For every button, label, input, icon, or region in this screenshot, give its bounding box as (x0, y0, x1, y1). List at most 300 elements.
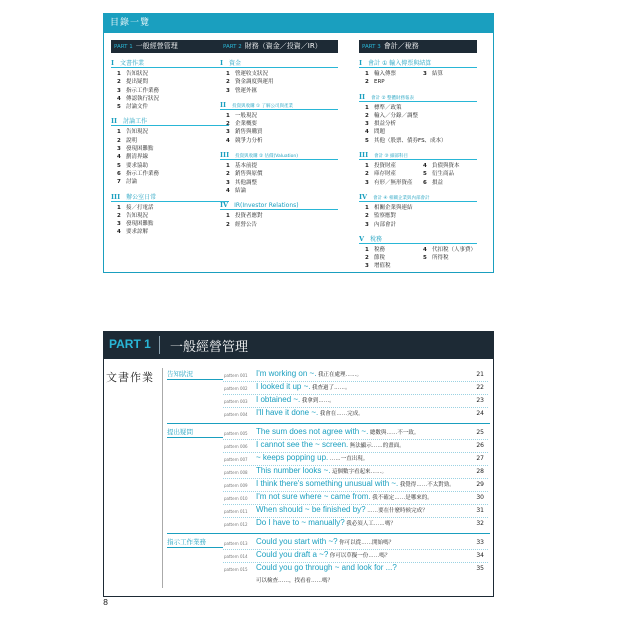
toc-item[interactable] (117, 78, 229, 86)
toc-item-label: 庫存財產 (374, 171, 397, 178)
toc-item-number: 2 (226, 121, 230, 128)
toc-item[interactable] (423, 170, 481, 178)
toc-section-roman: II (220, 100, 227, 109)
toc-item-label: 銷售與原價 (235, 171, 263, 178)
pattern-row[interactable] (223, 453, 488, 466)
pattern-id: pattern 005 (224, 431, 248, 436)
toc-item[interactable] (117, 153, 229, 161)
toc-item-label: 投資者應對 (235, 213, 263, 220)
toc-section-title: 資金 (229, 60, 242, 67)
toc-section-title: 會計 ② 整體財務報表 (371, 95, 414, 101)
pattern-english-text: I'm working on ~. (256, 369, 317, 378)
pattern-row[interactable] (223, 427, 488, 440)
toc-item-number: 1 (365, 204, 369, 211)
pattern-row[interactable] (223, 479, 488, 492)
pattern-id: pattern 009 (224, 483, 248, 488)
pattern-row[interactable] (223, 466, 488, 479)
divider (162, 368, 163, 588)
toc-item-number: 3 (117, 146, 121, 153)
pattern-chinese: ……要在什麼時候完成？ (365, 508, 428, 514)
toc-item[interactable] (226, 179, 338, 187)
pattern-id: pattern 013 (224, 541, 248, 546)
toc-section-heading[interactable] (111, 116, 229, 126)
toc-item-label: 代扣稅（人事費） (432, 246, 477, 253)
toc-item[interactable] (226, 162, 338, 170)
pattern-page: 25 (476, 429, 484, 436)
toc-item-label: 企業概要 (235, 121, 258, 128)
toc-item-label: 銷售與購買 (235, 129, 263, 136)
toc-item[interactable] (423, 262, 481, 270)
pattern-english (256, 466, 387, 475)
pattern-id: pattern 014 (224, 554, 248, 559)
toc-item-label: 討論文件 (126, 104, 149, 111)
page-number: 8 (103, 598, 109, 607)
pattern-english-text: This number looks ~. (256, 466, 331, 475)
pattern-chinese: 我正在處理……。 (316, 372, 362, 378)
toc-item[interactable] (226, 212, 338, 220)
toc-item-label: 結論 (235, 187, 247, 194)
toc-item-label: 發現困難點 (126, 146, 154, 153)
toc-item[interactable] (117, 212, 229, 220)
toc-item-label: 競爭力分析 (235, 137, 263, 144)
pattern-row[interactable] (223, 395, 488, 408)
pattern-english (256, 395, 335, 404)
toc-item-label: 相關企業與連結 (374, 204, 413, 211)
pattern-row[interactable] (223, 537, 488, 550)
toc-item-number: 3 (226, 179, 230, 186)
toc-item-label: 提出疑問 (126, 79, 149, 86)
pattern-page: 30 (476, 494, 484, 501)
toc-item-label: 資金調度與運用 (235, 79, 274, 86)
toc-item-number: 1 (365, 104, 369, 111)
toc-section-roman: IV (220, 201, 229, 210)
pattern-row[interactable] (223, 369, 488, 382)
toc-part-title: 財務（資金／投資／IR） (244, 42, 322, 50)
toc-item-number: 2 (365, 213, 369, 220)
toc-section-heading[interactable] (359, 58, 477, 68)
pattern-row[interactable] (223, 492, 488, 505)
toc-item[interactable] (117, 162, 229, 170)
toc-item[interactable] (423, 70, 481, 78)
pattern-english (256, 518, 396, 527)
toc-item[interactable] (226, 70, 338, 78)
pattern-page: 27 (476, 455, 484, 462)
toc-item[interactable] (226, 120, 338, 128)
toc-item-list (220, 70, 338, 95)
toc-item-label: 劃清界線 (126, 154, 149, 161)
pattern-row[interactable] (223, 550, 488, 563)
part-header (103, 331, 494, 359)
toc-item-number: 4 (117, 229, 121, 236)
toc-item-list (111, 70, 229, 111)
toc-box (103, 13, 494, 273)
pattern-id: pattern 006 (224, 444, 248, 449)
toc-item-number: 1 (226, 112, 230, 119)
toc-item-number: 4 (117, 154, 121, 161)
toc-part-number: PART 3 (362, 44, 381, 50)
toc-part-bar (359, 40, 477, 53)
toc-item-label: 營運收支狀況 (235, 71, 269, 77)
toc-item-number: 4 (117, 95, 121, 102)
toc-item-label: 說明 (126, 137, 138, 144)
pattern-english (256, 440, 405, 449)
pattern-english (256, 408, 364, 417)
toc-item-number: 3 (365, 221, 369, 228)
pattern-english (256, 550, 390, 559)
toc-part-title: 一般經營管理 (135, 42, 178, 50)
toc-item-number: 1 (117, 71, 121, 77)
toc-item-number: 3 (226, 87, 230, 94)
pattern-english-text: I looked it up ~. (256, 382, 311, 391)
toc-item-number: 5 (117, 104, 121, 111)
pattern-english (256, 492, 433, 501)
toc-item[interactable] (365, 262, 423, 270)
toc-item-label: 要求諒解 (126, 229, 149, 236)
toc-item[interactable] (117, 228, 229, 236)
toc-section-title: 稅務 (370, 235, 383, 243)
pattern-chinese: 這個數字看起來……。 (330, 469, 388, 475)
toc-item[interactable] (117, 87, 229, 95)
toc-column-part2 (220, 40, 338, 229)
pattern-chinese: 你可以從……開始嗎？ (337, 540, 395, 546)
pattern-english-text: I'm not sure where ~ came from. (256, 492, 371, 501)
pattern-english-text: I think there's something unusual with ~. (256, 479, 399, 488)
toc-item-number: 1 (365, 163, 369, 170)
toc-item-number: 1 (365, 71, 369, 77)
toc-item[interactable] (423, 246, 481, 254)
toc-item[interactable] (365, 128, 477, 136)
toc-item-number: 6 (423, 179, 427, 186)
pattern-english-text: I cannot see the ~ screen. (256, 440, 349, 449)
toc-item-number: 3 (365, 121, 369, 128)
toc-section-heading[interactable] (359, 234, 477, 244)
toc-item-number: 2 (365, 171, 369, 178)
toc-section-roman: V (359, 234, 365, 243)
toc-item-number: 4 (365, 129, 369, 136)
toc-section-roman: IV (359, 192, 368, 201)
toc-column-part1 (111, 40, 229, 237)
toc-section-roman: III (220, 151, 230, 160)
toc-item-list (359, 70, 477, 87)
toc-item-number: 4 (226, 137, 230, 144)
toc-section-title: 辦公室日常 (126, 193, 157, 201)
toc-item-number: 5 (423, 255, 427, 262)
toc-item[interactable] (117, 178, 229, 186)
pattern-chinese: 你可以草擬一份……嗎？ (328, 553, 391, 559)
toc-item-label: 其他（股票、債券FS、成本） (374, 137, 447, 144)
toc-section-heading[interactable] (359, 150, 477, 160)
toc-section-title: 會計 ① 輸入傳票與結算 (368, 60, 432, 67)
toc-item-label: 傳認執行狀況 (126, 95, 160, 102)
toc-item[interactable] (365, 104, 477, 112)
toc-item[interactable] (226, 87, 338, 95)
chapter-page (103, 331, 494, 598)
toc-item-label: 所得稅 (432, 255, 449, 262)
toc-item[interactable] (226, 137, 338, 145)
pattern-row[interactable] (223, 408, 488, 421)
toc-section-title: 文書作業 (120, 60, 145, 67)
toc-item-number: 2 (226, 221, 230, 228)
toc-item-number: 3 (365, 263, 369, 270)
toc-item-label: 問題 (374, 129, 386, 136)
pattern-id: pattern 003 (224, 399, 248, 404)
toc-item-list (111, 204, 229, 237)
pattern-page: 32 (476, 520, 484, 527)
toc-item-number: 1 (226, 213, 230, 220)
toc-item-label: 要求協助 (126, 162, 149, 169)
pattern-english-text: Do I have to ~ manually? (256, 518, 345, 527)
toc-item[interactable] (226, 112, 338, 120)
toc-item[interactable] (226, 221, 338, 229)
part-title: 一般經營管理 (170, 340, 249, 355)
toc-section-roman: I (220, 59, 224, 67)
toc-item[interactable] (365, 221, 477, 229)
pattern-page: 23 (476, 397, 484, 404)
toc-item[interactable] (117, 95, 229, 103)
group-divider (167, 423, 490, 424)
pattern-row[interactable] (223, 518, 488, 531)
toc-column-part3 (359, 40, 477, 271)
toc-item-label: 內部會計 (374, 221, 397, 228)
pattern-id: pattern 002 (224, 386, 248, 391)
pattern-english-text: Could you go through ~ and look for ...? (256, 563, 397, 572)
pattern-chinese: 無法顯示……的畫面。 (348, 443, 405, 449)
toc-item-number: 2 (365, 255, 369, 262)
toc-item-label: 增值稅 (374, 263, 391, 270)
pattern-id: pattern 007 (224, 457, 248, 462)
toc-item-list (359, 104, 477, 145)
toc-section-heading[interactable] (220, 100, 338, 110)
toc-section-heading[interactable] (359, 92, 477, 102)
toc-item[interactable] (117, 70, 229, 78)
toc-item-list (220, 112, 338, 145)
toc-part-bar (111, 40, 229, 53)
toc-item[interactable] (365, 120, 477, 128)
toc-item-number: 3 (117, 87, 121, 94)
toc-item-number: 1 (117, 204, 121, 211)
toc-item[interactable] (365, 179, 423, 187)
toc-item-label: 標準／政策 (374, 104, 402, 111)
toc-section-roman: II (111, 117, 118, 126)
toc-section-heading[interactable] (220, 150, 338, 160)
pattern-page: 31 (476, 507, 484, 514)
toc-item-list (220, 162, 338, 195)
toc-item-label: 稅務 (374, 246, 386, 253)
pattern-english-text: ~ keeps popping up. (256, 453, 329, 462)
toc-item-label: 其他調整 (235, 179, 258, 186)
pattern-id: pattern 008 (224, 470, 248, 475)
toc-section-title: 討論工作 (123, 118, 148, 126)
toc-item[interactable] (365, 162, 423, 170)
toc-item[interactable] (117, 220, 229, 228)
pattern-page: 34 (476, 552, 484, 559)
toc-item[interactable] (365, 137, 477, 145)
toc-item[interactable] (365, 254, 423, 262)
toc-item[interactable] (365, 70, 423, 78)
pattern-english (256, 427, 419, 436)
toc-item-number: 5 (423, 171, 427, 178)
toc-header: 目錄一覽 (104, 14, 493, 33)
pattern-english-text: The sum does not agree with ~. (256, 427, 369, 436)
subsection-label[interactable]: 提出疑問 (167, 428, 223, 438)
pattern-english (256, 563, 397, 572)
toc-item-label: 營運外匯 (235, 87, 258, 94)
toc-item-number: 2 (117, 137, 121, 144)
pattern-english (256, 382, 351, 391)
toc-item[interactable] (423, 179, 481, 187)
pattern-chinese: 我覺得……不太對勁。 (398, 482, 455, 488)
toc-item[interactable] (117, 128, 229, 136)
toc-section-title: IR(Investor Relations) (234, 202, 299, 210)
toc-item-number: 3 (365, 179, 369, 186)
toc-item-number: 6 (117, 170, 121, 177)
pattern-english-text: I'll have it done ~. (256, 408, 319, 417)
pattern-id: pattern 012 (224, 522, 248, 527)
toc-section-roman: II (359, 92, 366, 101)
toc-item[interactable] (117, 137, 229, 145)
toc-item-label: 負債與資本 (432, 163, 460, 170)
toc-item[interactable] (423, 78, 481, 86)
pattern-row[interactable] (223, 563, 488, 584)
toc-item-number: 3 (423, 71, 427, 77)
pattern-english-text: I obtained ~. (256, 395, 301, 404)
toc-item-list (359, 246, 477, 271)
toc-item-label: 接／打電話 (126, 204, 154, 211)
part-label: PART 1 (109, 337, 151, 351)
toc-item-label: 損益分析 (374, 121, 397, 128)
toc-section-title: 投資與收購 ① 了解公司與產業 (232, 103, 293, 109)
toc-section-title: 會計 ③ 細部科目 (374, 154, 409, 160)
toc-section-heading[interactable] (359, 192, 477, 202)
toc-item-number: 4 (423, 163, 427, 170)
toc-item[interactable] (226, 170, 338, 178)
toc-item-label: 有形／無形資產 (374, 179, 413, 186)
pattern-english-text: Could you start with ~? (256, 537, 338, 546)
toc-item-list (359, 162, 477, 187)
toc-item-number: 2 (365, 112, 369, 119)
pattern-chinese-line2: 可以檢查……，找看看……嗎？ (256, 578, 334, 584)
pattern-row[interactable] (223, 505, 488, 518)
pattern-row[interactable] (223, 382, 488, 395)
toc-item[interactable] (117, 204, 229, 212)
toc-item[interactable] (365, 212, 477, 220)
toc-item-number: 2 (365, 79, 369, 86)
divider (159, 336, 160, 354)
toc-item[interactable] (423, 162, 481, 170)
toc-item[interactable] (423, 254, 481, 262)
toc-item-label: 指示工作業務 (126, 87, 160, 94)
pattern-english (256, 537, 394, 546)
toc-section-heading[interactable] (111, 58, 229, 68)
toc-section-roman: I (111, 59, 115, 67)
toc-item-label: 輸入傳票 (374, 71, 397, 77)
toc-item-number: 2 (117, 212, 121, 219)
pattern-english (256, 369, 362, 378)
toc-section-heading[interactable] (220, 200, 338, 210)
toc-section-roman: III (359, 151, 369, 160)
pattern-english (256, 479, 455, 488)
toc-item-number: 1 (226, 163, 230, 170)
toc-section-heading[interactable] (220, 58, 338, 68)
toc-item[interactable] (117, 145, 229, 153)
pattern-english-text: When should ~ be finished by? (256, 505, 366, 514)
toc-part-bar (220, 40, 338, 53)
toc-part-title: 會計／稅務 (383, 42, 419, 50)
toc-item[interactable] (365, 246, 423, 254)
main-section-title: 文書作業 (106, 371, 154, 384)
group-divider (167, 533, 490, 534)
pattern-id: pattern 001 (224, 373, 248, 378)
subsection-label[interactable]: 告知狀況 (167, 370, 223, 380)
toc-item-label: 告知狀況 (126, 71, 149, 77)
toc-item[interactable] (117, 100, 229, 111)
toc-item-number: 2 (117, 79, 121, 86)
pattern-id: pattern 011 (224, 509, 248, 514)
toc-item-number: 1 (117, 129, 121, 136)
toc-item[interactable] (365, 78, 423, 86)
toc-item-label: 結算 (432, 71, 444, 77)
subsection-label[interactable]: 指示工作業務 (167, 538, 223, 548)
toc-item-label: 經營公告 (235, 221, 258, 228)
toc-item-label: ERP (374, 79, 385, 86)
toc-part-number: PART 2 (223, 44, 242, 50)
pattern-english-text: Could you draft a ~? (256, 550, 329, 559)
toc-item-list (220, 212, 338, 229)
pattern-page: 26 (476, 442, 484, 449)
toc-item-label: 衍生商品 (432, 171, 455, 178)
toc-item-number: 5 (117, 162, 121, 169)
pattern-chinese: ……一直出現。 (328, 456, 369, 462)
toc-item-label: 指示工作業務 (126, 170, 160, 177)
pattern-chinese: 總數與……不一致。 (368, 430, 420, 436)
pattern-page: 24 (476, 410, 484, 417)
pattern-row[interactable] (223, 440, 488, 453)
pattern-chinese: 我不確定……是哪來的。 (370, 495, 433, 501)
pattern-page: 33 (476, 539, 484, 546)
toc-item[interactable] (117, 170, 229, 178)
pattern-english (256, 505, 428, 514)
toc-section-roman: I (359, 59, 363, 67)
toc-item[interactable] (226, 78, 338, 86)
pattern-id: pattern 015 (224, 567, 248, 572)
toc-section-roman: III (111, 192, 121, 201)
toc-item-list (111, 128, 229, 186)
toc-section-heading[interactable] (111, 192, 229, 202)
pattern-page: 35 (476, 565, 484, 572)
toc-item-number: 7 (117, 179, 121, 186)
toc-item-number: 2 (226, 79, 230, 86)
toc-item-number: 1 (365, 246, 369, 253)
pattern-id: pattern 004 (224, 412, 248, 417)
toc-item-label: 告知現況 (126, 212, 149, 219)
toc-item[interactable] (365, 170, 423, 178)
toc-item[interactable] (226, 187, 338, 195)
toc-item-label: 基本前提 (235, 163, 258, 170)
toc-item-label: 告知現況 (126, 129, 149, 136)
toc-part-number: PART 1 (114, 44, 133, 50)
toc-item-number: 4 (226, 187, 230, 194)
toc-item[interactable] (365, 112, 477, 120)
toc-item-label: 損益 (432, 179, 444, 186)
pattern-page: 21 (476, 371, 484, 378)
toc-item[interactable] (226, 128, 338, 136)
toc-item-label: 一般現況 (235, 112, 258, 119)
pattern-page: 28 (476, 468, 484, 475)
pattern-page: 22 (476, 384, 484, 391)
pattern-page: 29 (476, 481, 484, 488)
toc-section-title: 投資與收購 ② 估價(Valuation) (235, 154, 298, 160)
toc-item[interactable] (365, 204, 477, 212)
